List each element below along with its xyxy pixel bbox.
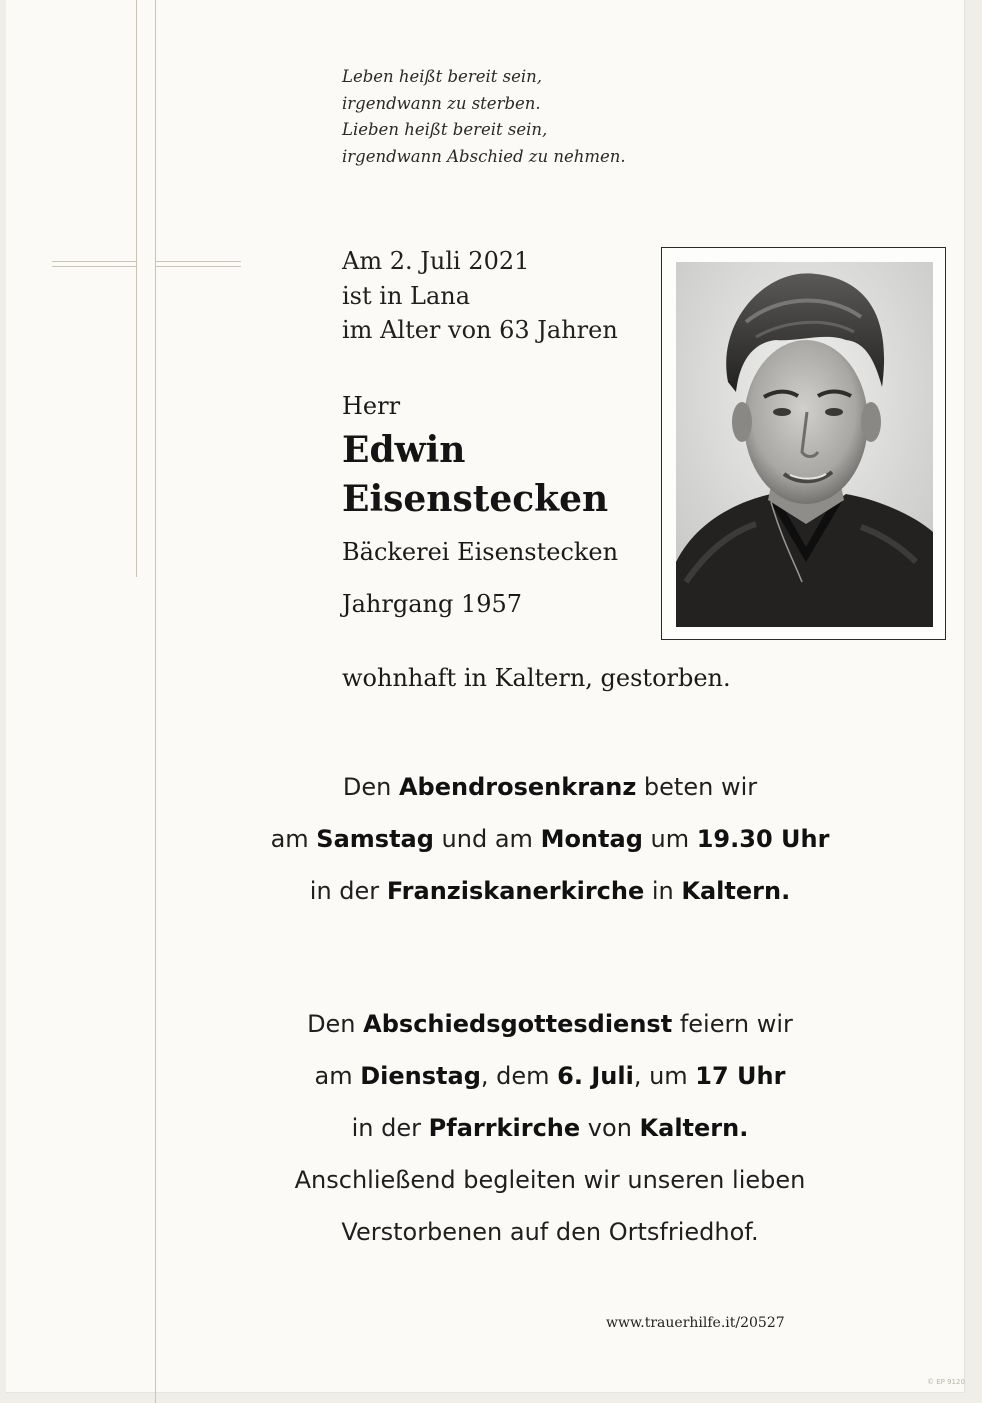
text-segment: , dem: [480, 1062, 558, 1090]
first-name: Edwin: [342, 429, 466, 471]
business-name: Bäckerei Eisenstecken: [342, 538, 619, 566]
rosary-line-2: [230, 813, 870, 865]
text-segment: , um: [633, 1062, 696, 1090]
intro-line-place: ist in Lana: [342, 281, 471, 310]
text-segment: in der: [309, 877, 387, 905]
cross-ornament-arm-right-bottom: [155, 266, 241, 267]
rosary-day-2: Montag: [540, 825, 643, 853]
cross-ornament-arm-left-bottom: [52, 266, 136, 267]
rosary-time: 19.30 Uhr: [696, 825, 830, 853]
funeral-service-name: Abschiedsgottesdienst: [363, 1010, 673, 1038]
rosary-line-1: [230, 761, 870, 813]
poem-line: Lieben heißt bereit sein,: [342, 120, 548, 139]
text-segment: in der: [351, 1114, 429, 1142]
poem-line: Leben heißt bereit sein,: [342, 67, 542, 86]
text-segment: feiern wir: [672, 1010, 793, 1038]
residence-line: wohnhaft in Kaltern, gestorben.: [342, 664, 731, 692]
cross-ornament-vertical-right: [155, 0, 156, 1403]
rosary-line-3: [230, 865, 870, 917]
text-segment: von: [580, 1114, 640, 1142]
funeral-town: Kaltern.: [639, 1114, 749, 1142]
funeral-announcement: [230, 998, 870, 1258]
rosary-church: Franziskanerkirche: [386, 877, 645, 905]
text-segment: Den: [307, 1010, 364, 1038]
portrait-photo: [676, 262, 933, 627]
funeral-line-4: Anschließend begleiten wir unseren lieben: [294, 1166, 806, 1194]
text-segment: in: [644, 877, 682, 905]
text-segment: beten wir: [636, 773, 758, 801]
funeral-line-3: [230, 1102, 870, 1154]
text-segment: und am: [433, 825, 541, 853]
cross-ornament-arm-right-top: [155, 261, 241, 262]
last-name: Eisenstecken: [342, 478, 609, 520]
cross-ornament-arm-left-top: [52, 261, 136, 262]
poem-line: irgendwann zu sterben.: [342, 93, 541, 113]
salutation: Herr: [342, 392, 401, 420]
funeral-line-2: [230, 1050, 870, 1102]
birth-year: Jahrgang 1957: [342, 590, 523, 618]
poem-line: irgendwann Abschied zu nehmen.: [342, 146, 626, 166]
memorial-poem: [342, 64, 626, 170]
funeral-line-1: [230, 998, 870, 1050]
rosary-name: Abendrosenkranz: [398, 773, 637, 801]
rosary-day-1: Samstag: [316, 825, 434, 853]
funeral-church: Pfarrkirche: [428, 1114, 581, 1142]
deceased-name: [342, 426, 608, 524]
rosary-town: Kaltern.: [681, 877, 791, 905]
rosary-announcement: [230, 761, 870, 917]
funeral-day: Dienstag: [360, 1062, 481, 1090]
funeral-time: 17 Uhr: [695, 1062, 786, 1090]
cross-ornament-vertical-left: [136, 0, 137, 577]
memorial-url: www.trauerhilfe.it/20527: [606, 1315, 785, 1331]
death-announcement-intro: [342, 244, 618, 348]
portrait-frame: [661, 247, 946, 640]
funeral-date: 6. Juli: [557, 1062, 634, 1090]
text-segment: um: [642, 825, 697, 853]
portrait-image: [676, 262, 933, 627]
print-code: © EP 9120: [927, 1378, 965, 1386]
text-segment: Den: [342, 773, 399, 801]
text-segment: am: [314, 1062, 361, 1090]
intro-line-date: Am 2. Juli 2021: [342, 247, 530, 275]
text-segment: am: [270, 825, 317, 853]
funeral-line-5: Verstorbenen auf den Ortsfriedhof.: [341, 1218, 759, 1246]
intro-line-age: im Alter von 63 Jahren: [342, 316, 618, 344]
